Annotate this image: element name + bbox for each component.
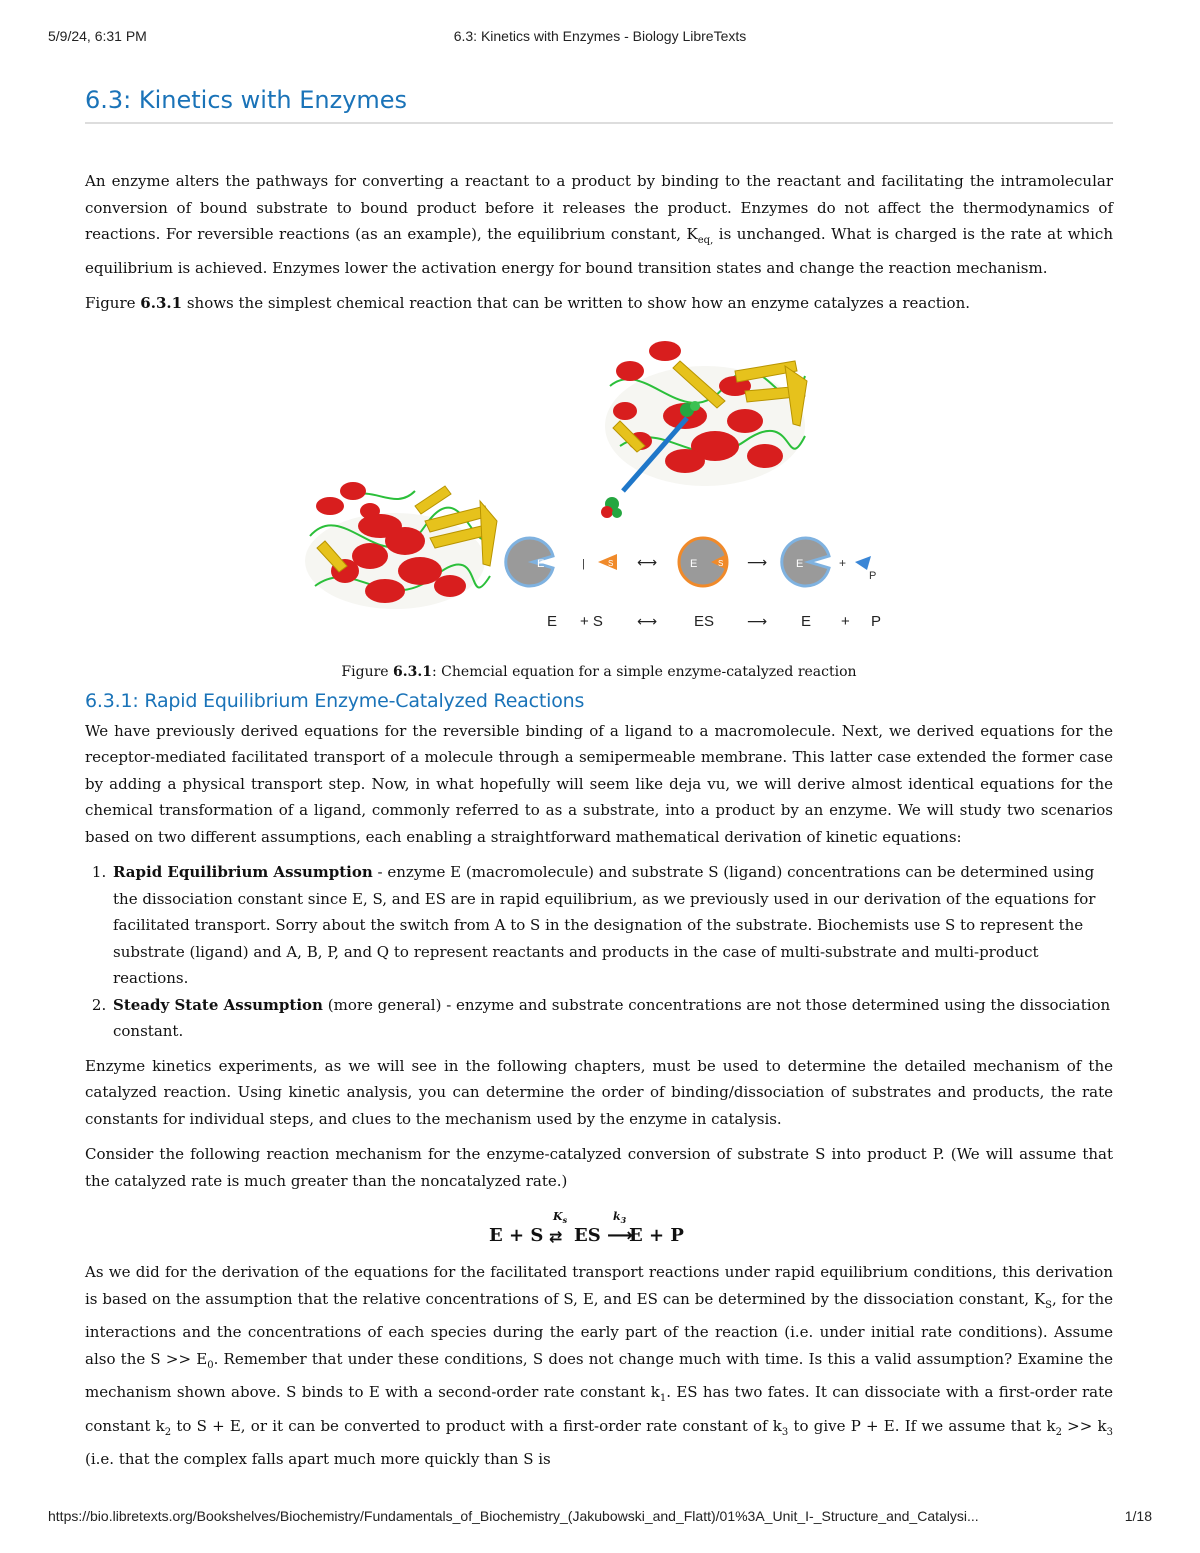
figure-reference-paragraph: Figure 6.3.1 shows the simplest chemical reaction that can be written to show how an enzyme catalyzes a reaction.	[85, 294, 971, 312]
list-item: 1. Rapid Equilibrium Assumption - enzyme E (macromolecule) and substrate S (ligand) concentrations can be determined using the dissociation constant since E, S, and ES are in rapid equilibrium, as we previously used in our derivation of the equations for facilitated transport. Sorry about the switch from A to S in the designation of the substrate. Biochemists use S to represent the substrate (ligand) and A, B, P, and Q to represent reactants and products in the case of multi-substrate and multi-product reactions.	[111, 859, 1113, 992]
enzyme-pacman-icon	[506, 538, 553, 586]
cartoon-label-s1: S	[608, 558, 614, 568]
equation-lhs: E + S	[489, 1225, 544, 1246]
cartoon-label-e1: E	[537, 557, 545, 570]
section-paragraph-1: We have previously derived equations for the reversible binding of a ligand to a macromolecule. Next, we derived equations for the receptor-mediated facilitated transport of a molecule through a semipermeable membrane. This latter case extended the former case by adding a physical transport step. Now, in what hopefully will seem like deja vu, we will derive almost identical equations for the chemical transformation of a ligand, commonly referred to as a substrate, into a product by an enzyme. We will study two scenarios based on two different assumptions, each enabling a straightforward mathematical derivation of kinetic equations:	[85, 721, 1113, 846]
equation-k3: $k_3$	[613, 1210, 627, 1225]
header-title: 6.3: Kinetics with Enzymes - Biology LibreTexts	[453, 28, 747, 44]
reaction-equation-row	[547, 613, 881, 630]
cartoon-label-plus2: +	[839, 555, 847, 570]
enzyme-pacman-icon-2	[782, 538, 829, 586]
figure-link[interactable]: 6.3.1	[140, 294, 183, 312]
footer-page-number: 1/18	[1124, 1508, 1152, 1524]
header-datetime: 5/9/24, 6:31 PM	[48, 28, 147, 44]
page-title: 6.3: Kinetics with Enzymes	[85, 86, 1113, 124]
reversible-arrow-icon: ⟷	[637, 554, 658, 571]
cartoon-label-es-s: S	[718, 558, 724, 568]
section-paragraph-2: Enzyme kinetics experiments, as we will see in the following chapters, must be used to determine the detailed mechanism of the catalyzed reaction. Using kinetic analysis, you can determine the order of binding/dissociation of substrates and products, the rate constants for individual steps, and clues to the mechanism used by the enzyme in catalysis.	[85, 1056, 1113, 1128]
cartoon-label-es-e: E	[690, 557, 698, 570]
cartoon-label-plus1: |	[582, 557, 585, 570]
list-item: 2. Steady State Assumption (more general) - enzyme and substrate concentrations are not those determined using the dissociation constant.	[111, 992, 1113, 1045]
mechanism-equation	[85, 1203, 1113, 1253]
eq-row-e1: E	[547, 612, 558, 630]
eq-row-reversible-arrow-icon: ⟷	[637, 613, 658, 630]
eq-row-plus-s: + S	[580, 612, 603, 630]
mechanism-equation-graphic	[479, 1203, 719, 1253]
eq-row-plus: +	[841, 612, 850, 630]
enzyme-substrate-complex-image	[601, 341, 807, 518]
cartoon-label-e2: E	[796, 557, 804, 570]
equation-ks: $K_s$	[553, 1210, 568, 1225]
reaction-cartoon	[506, 538, 877, 586]
eq-row-forward-arrow-icon: ⟶	[747, 613, 768, 630]
intro-paragraph: An enzyme alters the pathways for converting a reactant to a product by binding to the reactant and facilitating the intramolecular conversion of bound substrate to bound product before it releases the product. Enzymes do not affect the thermodynamics of reactions. For reversible reactions (as an example), the equilibrium constant, $K_{eq,}$ is unchanged. What is charged is the rate at which equilibrium is achieved. Enzymes lower the activation energy for bound transition states and change the reaction mechanism.	[85, 172, 1113, 277]
product-icon	[855, 556, 871, 570]
equilibrium-arrow-icon: ⇄	[549, 1227, 563, 1246]
forward-arrow-icon: ⟶	[747, 554, 768, 571]
section-heading: 6.3.1: Rapid Equilibrium Enzyme-Catalyzed Reactions	[85, 689, 585, 712]
enzyme-structure-image	[305, 482, 497, 609]
footer-url[interactable]: https://bio.libretexts.org/Bookshelves/Biochemistry/Fundamentals_of_Biochemistry_(Jakubowski_and_Flatt)/01%3A_Unit_I-_Structure_and_Catalysi...	[48, 1508, 979, 1524]
section-paragraph-4: As we did for the derivation of the equations for the facilitated transport reactions under rapid equilibrium conditions, this derivation is based on the assumption that the relative concentrations of S, E, and ES can be determined by the dissociation constant, $K_S$, for the interactions and the concentrations of each species during the early part of the reaction (i.e. under initial rate conditions). Assume also the $S >> E_0$. Remember that under these conditions, S does not change much with time. Is this a valid assumption? Examine the mechanism shown above. S binds to E with a second-order rate constant $k_1$. ES has two fates. It can dissociate with a first-order rate constant $k_2$ to S + E, or it can be converted to product with a first-order rate constant of $k_3$ to give P + E. If we assume that $k_2 >> k_3$ (i.e. that the complex falls apart much more quickly than S is	[85, 1263, 1114, 1468]
enzyme-figure-graphic	[85, 326, 1113, 656]
equation-mid: ES	[574, 1225, 601, 1246]
eq-row-e2: E	[801, 612, 812, 630]
figure-caption: Figure 6.3.1: Chemcial equation for a simple enzyme-catalyzed reaction	[341, 663, 857, 680]
section-paragraph-3: Consider the following reaction mechanism for the enzyme-catalyzed conversion of substrate S into product P. (We will assume that the catalyzed rate is much greater than the noncatalyzed rate.)	[85, 1145, 1113, 1190]
assumptions-list	[85, 859, 1113, 1045]
eq-row-es: ES	[694, 612, 715, 630]
article	[85, 86, 1113, 1482]
figure-enzyme-reaction	[85, 326, 1113, 656]
cartoon-label-p: P	[869, 569, 877, 582]
eq-row-p: P	[871, 612, 882, 630]
equation-rhs: E + P	[629, 1225, 684, 1246]
forward-arrow-icon: ⟶	[607, 1225, 633, 1246]
